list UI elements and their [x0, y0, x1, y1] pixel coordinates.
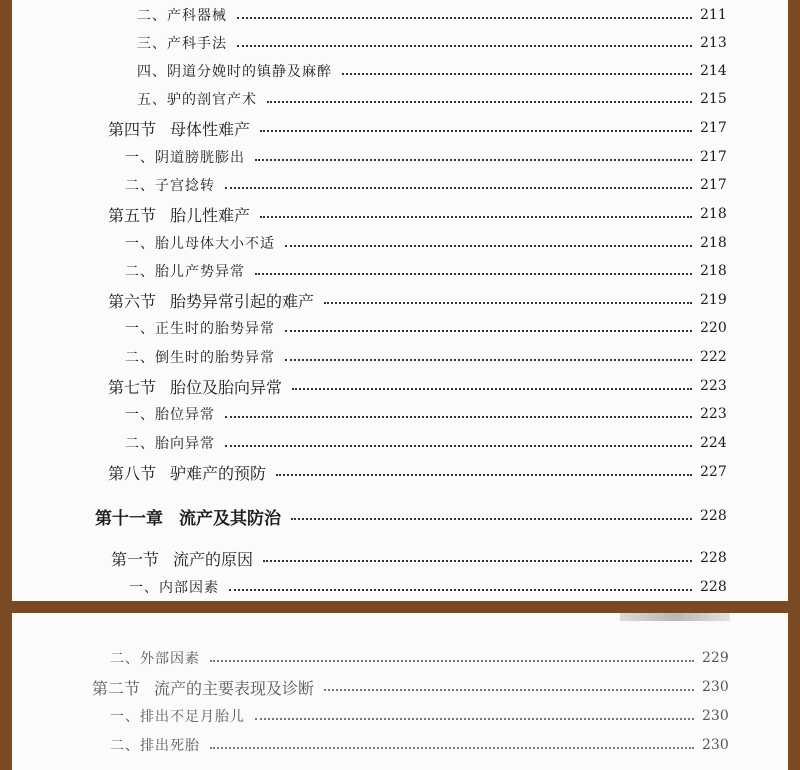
entry-page: 217 [700, 149, 727, 165]
entry-title: 流产及其防治 [179, 508, 281, 529]
dot-leader [255, 718, 694, 720]
dot-leader [276, 474, 692, 476]
entry-page: 218 [700, 206, 727, 222]
entry-title: 五、驴的剖官产术 [137, 92, 257, 108]
entry-page: 219 [700, 292, 727, 308]
entry-page: 213 [700, 35, 727, 51]
section-label: 第二节 [92, 678, 141, 698]
entry-page: 230 [702, 679, 729, 695]
toc-entry [125, 344, 730, 370]
entry-title: 四、阴道分娩时的镇静及麻醉 [137, 64, 332, 80]
toc-entry [137, 58, 730, 84]
toc-entry [125, 230, 730, 256]
toc-section-entry [108, 287, 730, 313]
dot-leader [260, 216, 692, 218]
entry-page: 220 [700, 320, 727, 336]
dot-leader [237, 17, 692, 19]
dot-leader [267, 101, 692, 103]
toc-entry [125, 258, 730, 284]
section-label: 第五节 [108, 205, 157, 225]
entry-page: 224 [700, 435, 727, 451]
toc-section-entry [108, 115, 730, 141]
entry-title: 胎位及胎向异常 [170, 377, 283, 397]
entry-page: 228 [700, 508, 727, 524]
dot-leader [255, 159, 692, 161]
dot-leader [324, 689, 694, 691]
section-label: 第六节 [108, 291, 157, 311]
toc-entry [137, 30, 730, 56]
toc-entry [125, 401, 730, 427]
dot-leader [225, 187, 692, 189]
entry-page: 218 [700, 263, 727, 279]
entry-title: 二、外部因素 [110, 651, 200, 667]
dot-leader [237, 45, 692, 47]
toc-entry [125, 315, 730, 341]
dot-leader [324, 302, 692, 304]
entry-title: 一、正生时的胎势异常 [125, 321, 275, 337]
dot-leader [210, 660, 694, 662]
toc-entry [110, 703, 732, 729]
entry-title: 胎势异常引起的难产 [170, 291, 315, 311]
page-edge-mark [620, 613, 730, 621]
dot-leader [291, 518, 692, 520]
entry-page: 228 [700, 550, 727, 566]
entry-title: 一、阴道膀胱膨出 [125, 150, 245, 166]
toc-section-entry [108, 201, 730, 227]
section-label: 第七节 [108, 377, 157, 397]
entry-title: 流产的原因 [173, 549, 254, 569]
entry-title: 母体性难产 [170, 119, 251, 139]
toc-entry [137, 86, 730, 112]
entry-title: 一、胎儿母体大小不适 [125, 236, 275, 252]
section-label: 第一节 [111, 549, 160, 569]
entry-title: 二、排出死胎 [110, 738, 200, 754]
dot-leader [225, 445, 692, 447]
entry-page: 217 [700, 177, 727, 193]
entry-title: 一、胎位异常 [125, 407, 215, 423]
toc-entry [110, 645, 732, 671]
entry-page: 223 [700, 378, 727, 394]
entry-page: 214 [700, 63, 727, 79]
section-label: 第四节 [108, 119, 157, 139]
toc-section-entry [111, 545, 730, 571]
dot-leader [285, 359, 692, 361]
page-bottom [12, 613, 788, 770]
entry-title: 二、倒生时的胎势异常 [125, 350, 275, 366]
toc-entry [125, 430, 730, 456]
dot-leader [210, 747, 694, 749]
entry-title: 一、内部因素 [129, 580, 219, 596]
toc-entry [125, 144, 730, 170]
entry-title: 一、排出不足月胎儿 [110, 709, 245, 725]
entry-page: 230 [702, 708, 729, 724]
entry-title: 二、产科器械 [137, 8, 227, 24]
chapter-label: 第十一章 [95, 508, 163, 529]
dot-leader [263, 560, 692, 562]
dot-leader [342, 73, 692, 75]
entry-page: 211 [700, 7, 727, 23]
entry-page: 230 [702, 737, 729, 753]
entry-title: 二、胎向异常 [125, 436, 215, 452]
entry-title: 三、产科手法 [137, 36, 227, 52]
toc-entry [125, 172, 730, 198]
entry-page: 223 [700, 406, 727, 422]
entry-title: 流产的主要表现及诊断 [154, 678, 315, 698]
dot-leader [260, 130, 692, 132]
entry-title: 二、子宫捻转 [125, 178, 215, 194]
entry-page: 218 [700, 235, 727, 251]
dot-leader [255, 273, 692, 275]
toc-section-entry [108, 373, 730, 399]
toc-entry [137, 2, 730, 28]
dot-leader [229, 589, 692, 591]
dot-leader [225, 416, 692, 418]
entry-title: 胎儿性难产 [170, 205, 251, 225]
dot-leader [285, 330, 692, 332]
entry-title: 驴难产的预防 [170, 463, 267, 483]
entry-page: 215 [700, 91, 727, 107]
page-top [12, 0, 788, 601]
section-label: 第八节 [108, 463, 157, 483]
dot-leader [292, 388, 692, 390]
toc-chapter-entry [95, 503, 730, 529]
dot-leader [285, 245, 692, 247]
toc-entry [110, 732, 732, 758]
entry-title: 二、胎儿产势异常 [125, 264, 245, 280]
entry-page: 229 [702, 650, 729, 666]
entry-page: 227 [700, 464, 727, 480]
entry-page: 228 [700, 579, 727, 595]
entry-page: 222 [700, 349, 727, 365]
entry-page: 217 [700, 120, 727, 136]
toc-section-entry [108, 459, 730, 485]
toc-entry [129, 574, 730, 600]
toc-section-entry [92, 674, 732, 700]
